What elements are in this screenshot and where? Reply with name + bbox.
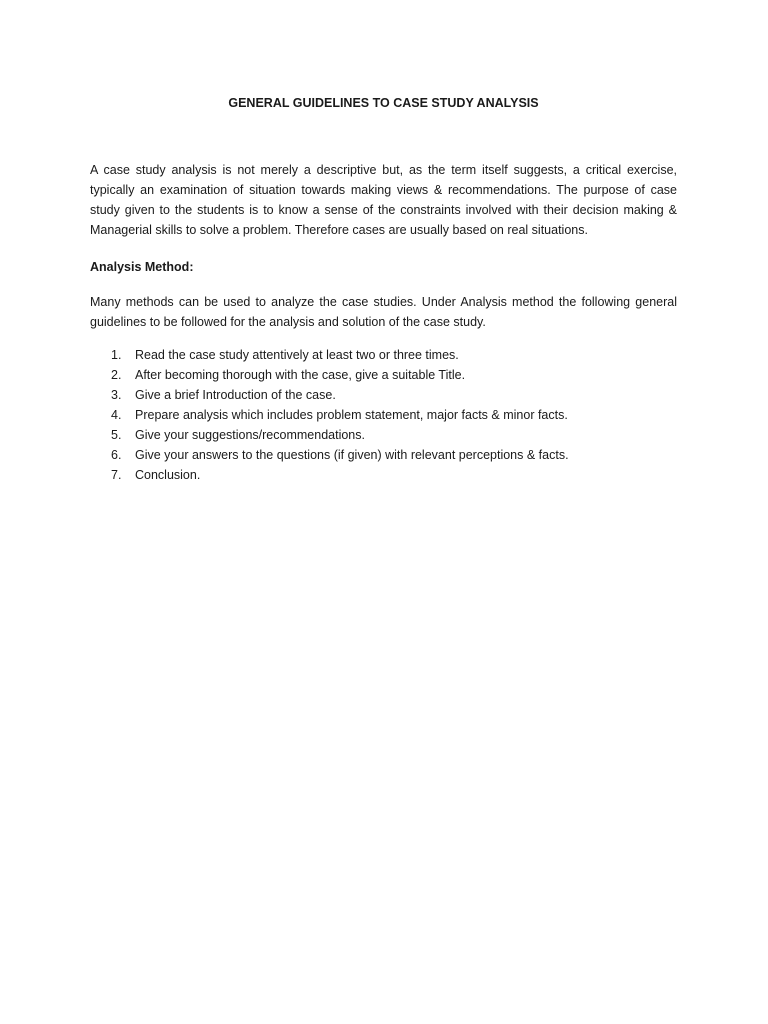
list-item-number: 7. xyxy=(111,468,122,482)
list-item xyxy=(90,365,677,385)
list-item-number: 1. xyxy=(111,348,122,362)
list-item-number: 2. xyxy=(111,368,122,382)
document-title: GENERAL GUIDELINES TO CASE STUDY ANALYSIS xyxy=(228,96,539,110)
list-item xyxy=(90,425,677,445)
list-item xyxy=(90,465,677,485)
list-item-text: Prepare analysis which includes problem statement, major facts & minor facts. xyxy=(135,408,568,422)
list-item-number: 4. xyxy=(111,408,122,422)
document-body xyxy=(90,94,677,485)
list-item-text: Give your answers to the questions (if given) with relevant perceptions & facts. xyxy=(135,448,569,462)
guidelines-list xyxy=(90,345,677,485)
list-item xyxy=(90,345,677,365)
intro-paragraph: A case study analysis is not merely a descriptive but, as the term itself suggests, a critical exercise, typically an examination of situation towards making views & recommendations. The purpose of case study given to the students is to know a sense of the constraints involved with their decision making & Managerial skills to solve a problem. Therefore cases are usually based on real situations. xyxy=(90,163,677,237)
list-item xyxy=(90,385,677,405)
list-item-number: 6. xyxy=(111,448,122,462)
list-item-text: Give a brief Introduction of the case. xyxy=(135,388,336,402)
method-paragraph: Many methods can be used to analyze the case studies. Under Analysis method the following general guidelines to be followed for the analysis and solution of the case study. xyxy=(90,295,677,329)
list-item-text: After becoming thorough with the case, give a suitable Title. xyxy=(135,368,466,382)
list-item xyxy=(90,405,677,425)
list-item xyxy=(90,445,677,465)
section-heading: Analysis Method: xyxy=(90,260,194,274)
list-item-text: Conclusion. xyxy=(135,468,201,482)
list-item-number: 3. xyxy=(111,388,122,402)
list-item-text: Give your suggestions/recommendations. xyxy=(135,428,365,442)
list-item-number: 5. xyxy=(111,428,122,442)
list-item-text: Read the case study attentively at least two or three times. xyxy=(135,348,459,362)
